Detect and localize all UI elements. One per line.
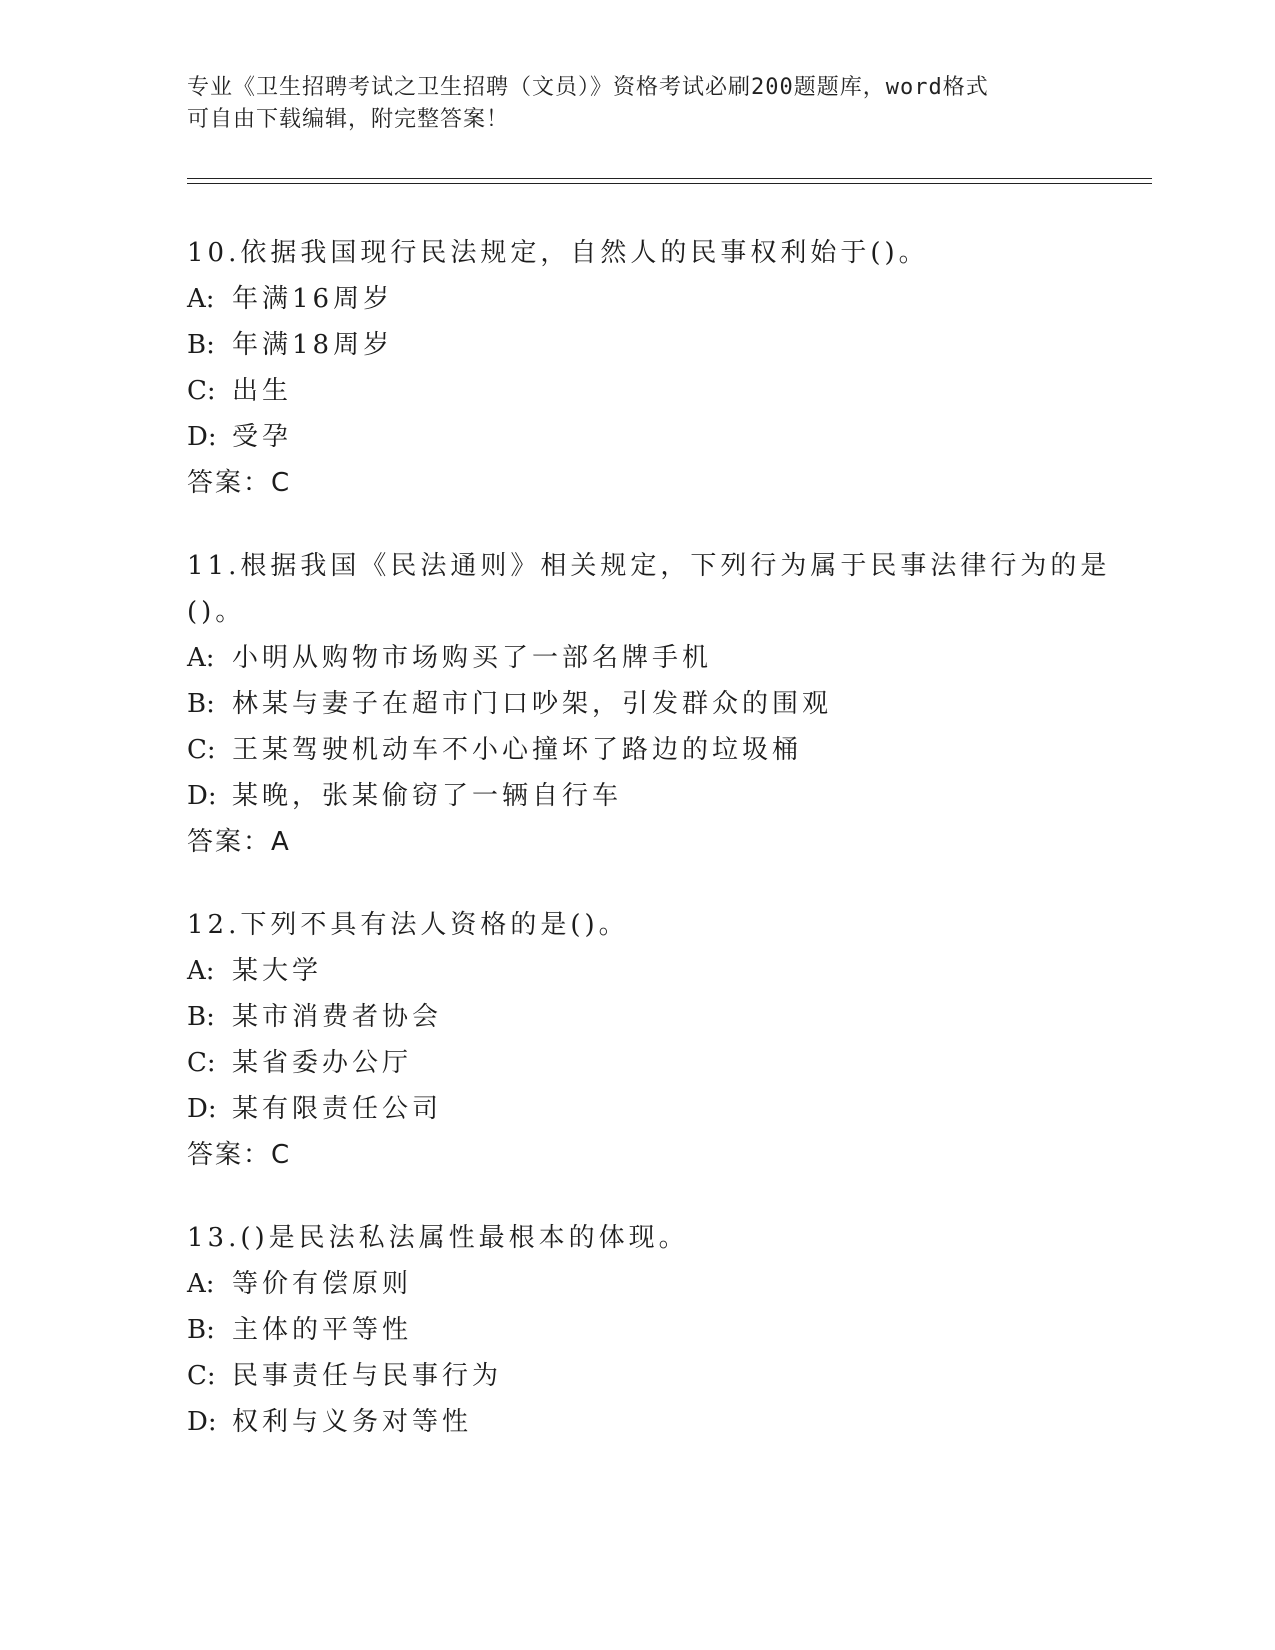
option-b	[187, 322, 1087, 368]
document-header	[187, 72, 1087, 136]
option-label: A:	[187, 643, 215, 673]
question-list	[187, 230, 1111, 1482]
option-b	[187, 681, 1087, 727]
question-13	[187, 1215, 1087, 1445]
option-label: D:	[187, 422, 217, 452]
option-c	[187, 368, 1087, 414]
question-stem: 12.下列不具有法人资格的是()。	[187, 910, 629, 940]
option-text: 年满16周岁	[232, 284, 394, 314]
option-label: B:	[187, 689, 215, 719]
option-b	[187, 1307, 1087, 1353]
option-a	[187, 1261, 1087, 1307]
option-text: 受孕	[232, 422, 293, 452]
option-label: A:	[187, 284, 215, 314]
option-d	[187, 1399, 1087, 1445]
option-text: 某市消费者协会	[232, 1002, 443, 1032]
option-d	[187, 1086, 1087, 1132]
option-d	[187, 773, 1087, 819]
option-label: B:	[187, 1315, 215, 1345]
option-text: 小明从购物市场购买了一部名牌手机	[232, 643, 713, 673]
option-text: 等价有偿原则	[232, 1269, 413, 1299]
question-stem-continued: ()。	[187, 597, 246, 627]
option-label: D:	[187, 1094, 217, 1124]
question-10	[187, 230, 1087, 506]
option-label: C:	[187, 376, 216, 406]
option-label: A:	[187, 956, 215, 986]
question-stem: 11.根据我国《民法通则》相关规定，下列行为属于民事法律行为的是	[187, 551, 1111, 581]
answer-text: 答案：C	[187, 1140, 292, 1170]
option-text: 主体的平等性	[232, 1315, 413, 1345]
question-stem: 10.依据我国现行民法规定，自然人的民事权利始于()。	[187, 238, 929, 268]
option-a	[187, 635, 1087, 681]
header-line-1: 专业《卫生招聘考试之卫生招聘（文员）》资格考试必刷200题题库，word格式	[187, 75, 989, 100]
answer-text: 答案：A	[187, 827, 291, 857]
option-text: 权利与义务对等性	[232, 1407, 473, 1437]
option-label: D:	[187, 1407, 217, 1437]
option-c	[187, 727, 1087, 773]
option-label: B:	[187, 1002, 215, 1032]
option-label: A:	[187, 1269, 215, 1299]
option-label: C:	[187, 735, 216, 765]
option-label: D:	[187, 781, 217, 811]
answer-text: 答案：C	[187, 468, 292, 498]
question-11	[187, 543, 1111, 865]
option-text: 年满18周岁	[232, 330, 394, 360]
header-divider-bottom	[187, 183, 1152, 184]
option-a	[187, 276, 1087, 322]
header-line-2: 可自由下载编辑，附完整答案！	[187, 107, 510, 132]
option-c	[187, 1040, 1087, 1086]
question-stem: 13.()是民法私法属性最根本的体现。	[187, 1223, 689, 1253]
option-label: B:	[187, 330, 215, 360]
option-text: 某大学	[232, 956, 323, 986]
option-text: 王某驾驶机动车不小心撞坏了路边的垃圾桶	[232, 735, 803, 765]
option-text: 某有限责任公司	[232, 1094, 443, 1124]
option-text: 出生	[232, 376, 293, 406]
option-text: 某晚，张某偷窃了一辆自行车	[232, 781, 623, 811]
option-label: C:	[187, 1361, 216, 1391]
header-divider-top	[187, 178, 1152, 179]
question-12	[187, 902, 1087, 1178]
option-a	[187, 948, 1087, 994]
option-text: 某省委办公厅	[232, 1048, 413, 1078]
option-text: 民事责任与民事行为	[232, 1361, 503, 1391]
option-b	[187, 994, 1087, 1040]
option-c	[187, 1353, 1087, 1399]
option-text: 林某与妻子在超市门口吵架，引发群众的围观	[232, 689, 833, 719]
option-d	[187, 414, 1087, 460]
option-label: C:	[187, 1048, 216, 1078]
